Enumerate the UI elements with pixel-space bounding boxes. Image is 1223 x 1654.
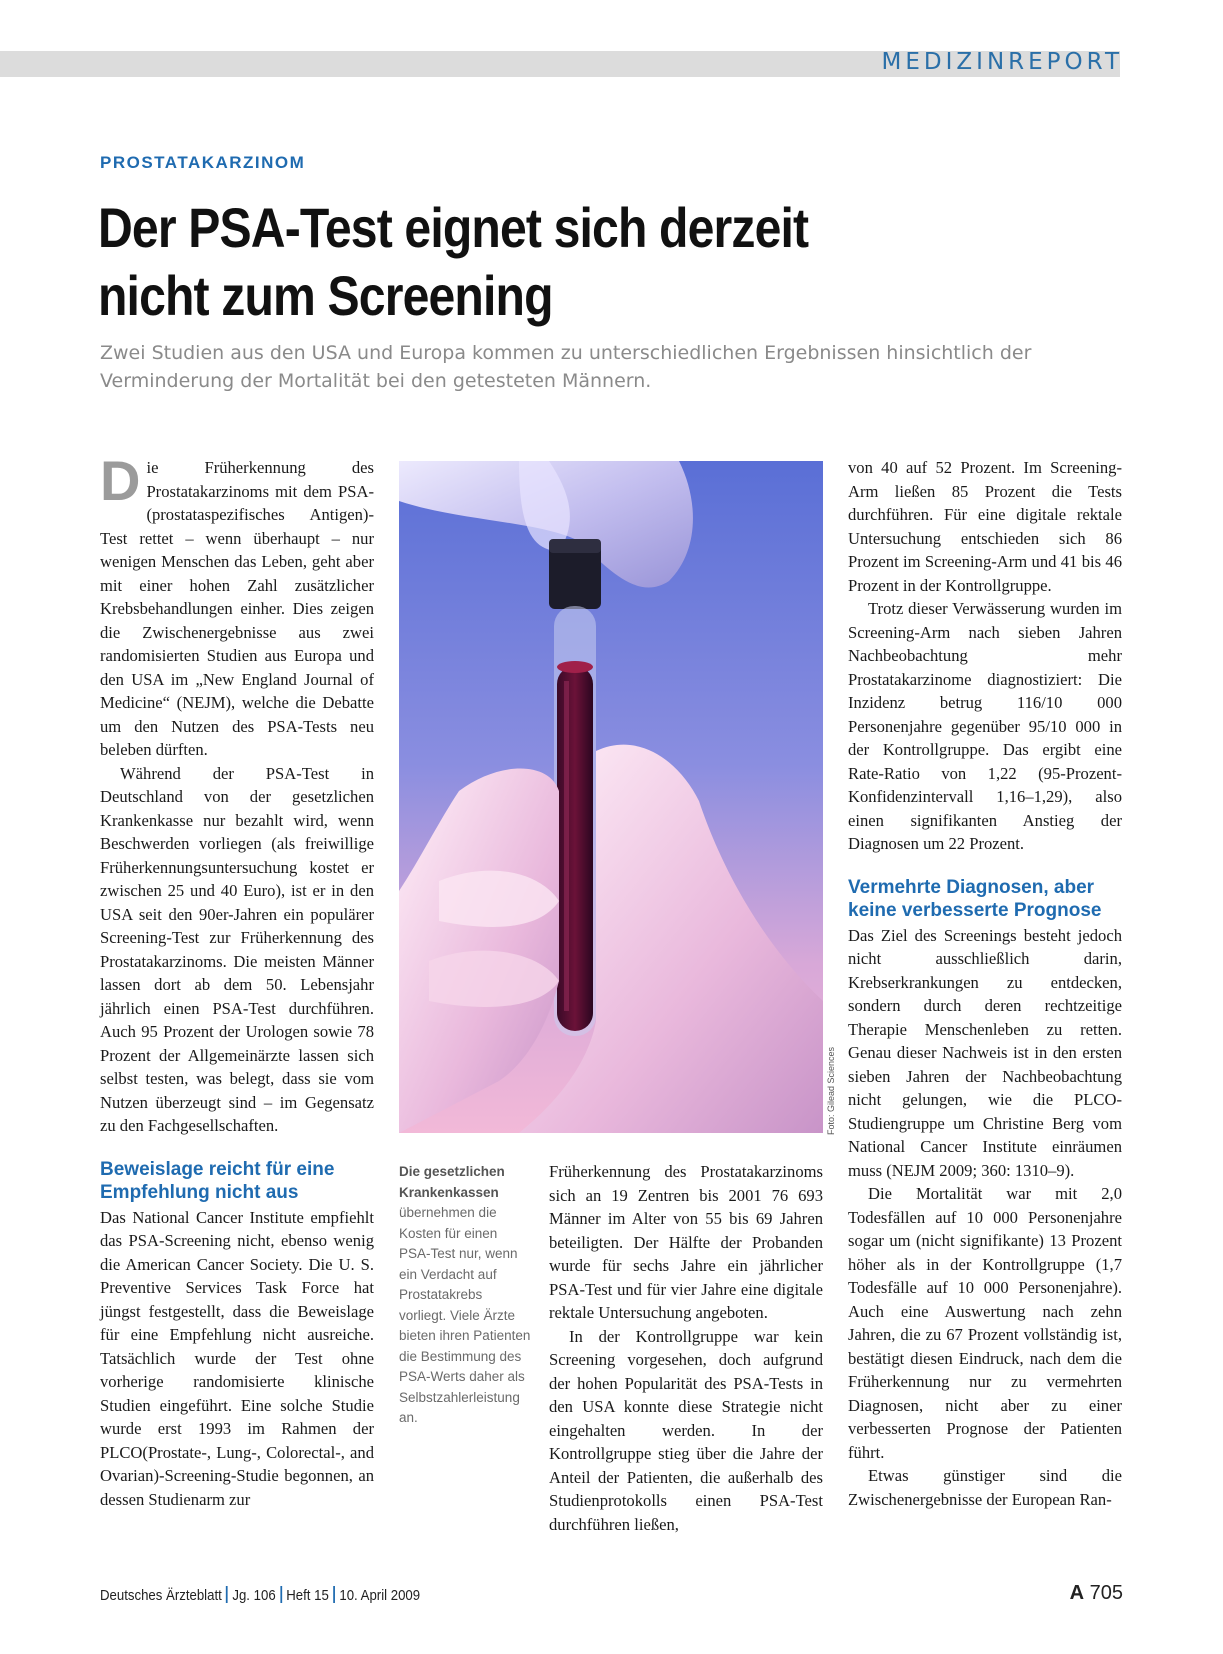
article-photo — [399, 461, 823, 1133]
article-kicker: PROSTATAKARZINOM — [100, 153, 306, 172]
paragraph: Während der PSA-Test in Deutschland von der gesetzlichen Krankenkasse nur bezahlt wird, wenn Beschwerden vorliegen (als freiwillige Früherkennungsuntersuchung kostet er zwischen 25 und 40 Euro), ist er in den USA seit den 90er-Jahren ein populärer Screening-Test zur Früherkennung des Prostatakarzinoms. Die meisten Männer lassen dort ab dem 50. Lebensjahr jährlich einen PSA-Test durchführen. Auch 95 Prozent der Urologen sowie 78 Prozent der Allgemeinärzte lassen sich selbst testen, was belegt, dass sie vom Nutzen überzeugt sind – im Gegensatz zu den Fachgesellschaften. — [100, 763, 374, 1135]
photo-caption — [399, 1162, 531, 1429]
journal-issue: Heft 15 — [286, 1587, 329, 1604]
journal-volume: Jg. 106 — [232, 1587, 276, 1604]
journal-name: Deutsches Ärzteblatt — [100, 1587, 222, 1604]
paragraph — [100, 449, 374, 762]
page-prefix: A — [1069, 1582, 1085, 1604]
caption-lead: Die gesetzlichen Krankenkassen — [399, 1164, 505, 1200]
footer-separator — [280, 1586, 282, 1603]
page-footer — [100, 1586, 420, 1604]
photo-credit: Foto: Gilead Sciences — [826, 1046, 836, 1135]
text-column-1 — [100, 449, 374, 1511]
subheading: Beweislage reicht für eine Empfehlung nicht aus — [100, 1158, 335, 1203]
headline-line-2: nicht zum Screening — [98, 264, 553, 327]
paragraph: Früherkennung des Prostatakarzinoms sich an 19 Zentren bis 2001 76 693 Männer im Alter von 55 bis 69 Jahren beteiligten. Der Hälfte der Probanden wurde für sechs Jahre ein jährlicher PSA-Test und für vier Jahre eine digitale rektale Untersuchung angeboten. — [549, 1162, 823, 1322]
paragraph: In der Kontrollgruppe war kein Screening vorgesehen, doch aufgrund der hohen Popularität des PSA-Tests in den USA konnte diese Strategie nicht eingehalten werden. In der Kontrollgruppe stieg über die Jahre der Anteil der Patienten, die außerhalb des Studienprotokolls einen PSA-Test durchführen ließen, — [549, 1326, 823, 1534]
paragraph: Die Mortalität war mit 2,0 Todesfällen auf 10 000 Personenjahre sogar um (nicht signifikante) 13 Prozent höher als in der Kontrollgruppe (1,7 Todesfälle auf 10 000 Personenjahre). Auch eine Auswertung nach zehn Jahren, die zu 67 Prozent vollständig ist, bestätigt diesen Eindruck, nach dem die Früherkennung nur zu vermehrten Diagnosen, nicht aber zu einer verbesserten Prognose der Patienten führt. — [848, 1184, 1122, 1462]
issue-date: 10. April 2009 — [339, 1587, 421, 1604]
text-column-3 — [848, 456, 1122, 1511]
article-subtitle: Zwei Studien aus den USA und Europa kommen zu unterschiedlichen Ergebnissen hinsichtlich der Verminderung der Mortalität bei den getesteten Männern. — [100, 342, 1032, 392]
footer-separator — [333, 1586, 335, 1603]
page-number — [1070, 1582, 1123, 1605]
paragraph: Etwas günstiger sind die Zwischenergebnisse der European Ran- — [848, 1466, 1122, 1509]
article-headline — [98, 194, 941, 330]
text-column-2 — [549, 1160, 823, 1536]
section-label: MEDIZINREPORT — [881, 49, 1123, 75]
paragraph: Das National Cancer Institute empfiehlt das PSA-Screening nicht, ebenso wenig die American Cancer Society. Die U. S. Preventive Services Task Force hat jüngst festgestellt, dass die Beweislage für eine Empfehlung nicht ausreiche. Tatsächlich wurde der Test ohne vorherige randomisierte klinische Studien eingeführt. Eine solche Studie wurde erst 1993 im Rahmen der PLCO(Prostate-, Lung-, Colorectal-, and Ovarian)-Screening-Studie begonnen, an dessen Studienarm zur — [100, 1207, 374, 1509]
paragraph: von 40 auf 52 Prozent. Im Screening-Arm ließen 85 Prozent die Tests durchführen. Für eine digitale rektale Untersuchung entschieden sich 86 Prozent im Screening-Arm und 41 bis 46 Prozent in der Kontrollgruppe. — [848, 458, 1122, 595]
drop-cap: D — [100, 449, 141, 512]
headline-line-1: Der PSA-Test eignet sich derzeit — [98, 196, 809, 259]
subheading: Vermehrte Diagnosen, aber keine verbesserte Prognose — [848, 876, 1102, 921]
caption-text: übernehmen die Kosten für einen PSA-Test nur, wenn ein Verdacht auf Prostatakrebs vorliegt. Viele Ärzte bieten ihren Patienten die Bestimmung des PSA-Werts daher als Selbstzahlerleistung an. — [399, 1205, 531, 1425]
page-number-value: 705 — [1089, 1582, 1123, 1604]
paragraph: Trotz dieser Verwässerung wurden im Screening-Arm nach sieben Jahren Nachbeobachtung mehr Prostatakarzinome diagnostiziert: Die Inzidenz betrug 116/10 000 Personenjahre gegenüber 95/10 000 in der Kontrollgruppe. Das ergibt eine Rate-Ratio von 1,22 (95-Prozent-Konfidenzintervall 1,16–1,29), also einen signifikanten Anstieg der Diagnosen um 22 Prozent. — [848, 599, 1122, 853]
paragraph: Das Ziel des Screenings besteht jedoch nicht ausschließlich darin, Krebserkrankungen zu entdecken, sondern durch deren rechtzeitige Therapie Menschenleben zu retten. Genau dieser Nachweis ist in den ersten sieben Jahren der Nachbeobachtung nicht gelungen, wie die PLCO-Studiengruppe um Christine Berg vom National Cancer Institute einräumen muss (NEJM 2009; 360: 1310–9). — [848, 925, 1122, 1180]
blood-tube-photo — [399, 461, 823, 1133]
paragraph-text: ie Früherkennung des Prostatakarzinoms mit dem PSA-(prostataspezifisches Antigen)-Test rettet – wenn überhaupt – nur wenigen Menschen das Leben, geht aber mit einer hohen Zahl zusätzlicher Krebsbehandlungen einher. Dies zeigen die Zwischenergebnisse aus zwei randomisierten Studien aus Europa und den USA im „New England Journal of Medicine“ (NEJM), welche die Debatte um den Nutzen des PSA-Tests neu beleben dürften. — [100, 458, 374, 759]
footer-separator — [226, 1586, 228, 1603]
